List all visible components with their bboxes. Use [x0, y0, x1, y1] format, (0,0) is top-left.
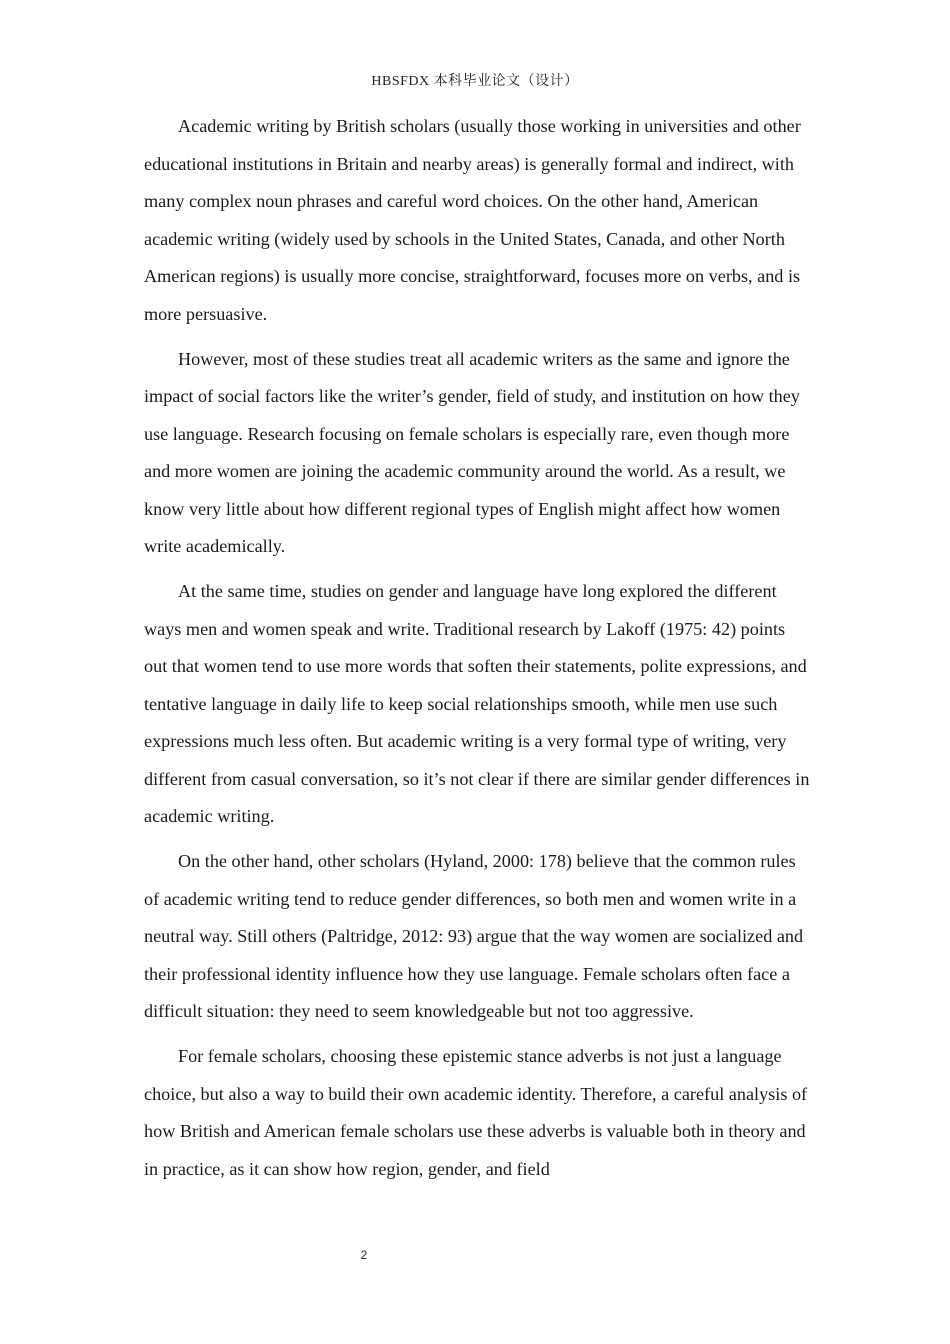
page-number: 2: [360, 1248, 368, 1262]
paragraph-opposing-views: On the other hand, other scholars (Hyland, 2000: 178) believe that the common rules of academic writing tend to reduce gender differences, so both men and women write in a neutral way. Still others (Paltridge, 2012: 93) argue that the way women are socialized and their professional identity influence how they use language. Female scholars often face a difficult situation: they need to seem knowledgeable but not too aggressive.: [144, 851, 804, 1021]
running-header: HBSFDX 本科毕业论文（设计）: [371, 74, 579, 89]
paragraph-british-american-writing: Academic writing by British scholars (usually those working in universities and other educational institutions in Britain and nearby areas) is generally formal and indirect, with many complex noun phrases and careful word choices. On the other hand, American academic writing (widely used by schools in the United States, Canada, and other North American regions) is usually more concise, straightforward, focuses more on verbs, and is more persuasive.: [144, 116, 801, 324]
paragraph-significance: For female scholars, choosing these epistemic stance adverbs is not just a language choice, but also a way to build their own academic identity. Therefore, a careful analysis of how British and American female scholars use these adverbs is valuable both in theory and in practice, as it can show how region, gender, and field: [144, 1046, 808, 1179]
paragraph-research-gap: However, most of these studies treat all academic writers as the same and ignore the impact of social factors like the writer’s gender, field of study, and institution on how they use language. Research focusing on female scholars is especially rare, even though more and more women are joining the academic community around the world. As a result, we know very little about how different regional types of English might affect how women write academically.: [144, 348, 800, 556]
paragraph-gender-language: At the same time, studies on gender and language have long explored the different ways men and women speak and write. Traditional research by Lakoff (1975: 42) points out that women tend to use more words that soften their statements, polite expressions, and tentative language in daily life to keep social relationships smooth, while men use such expressions much less often. But academic writing is a very formal type of writing, very different from casual conversation, so it’s not clear if there are similar gender differences in academic writing.: [144, 581, 810, 826]
body-text: [144, 108, 812, 1196]
